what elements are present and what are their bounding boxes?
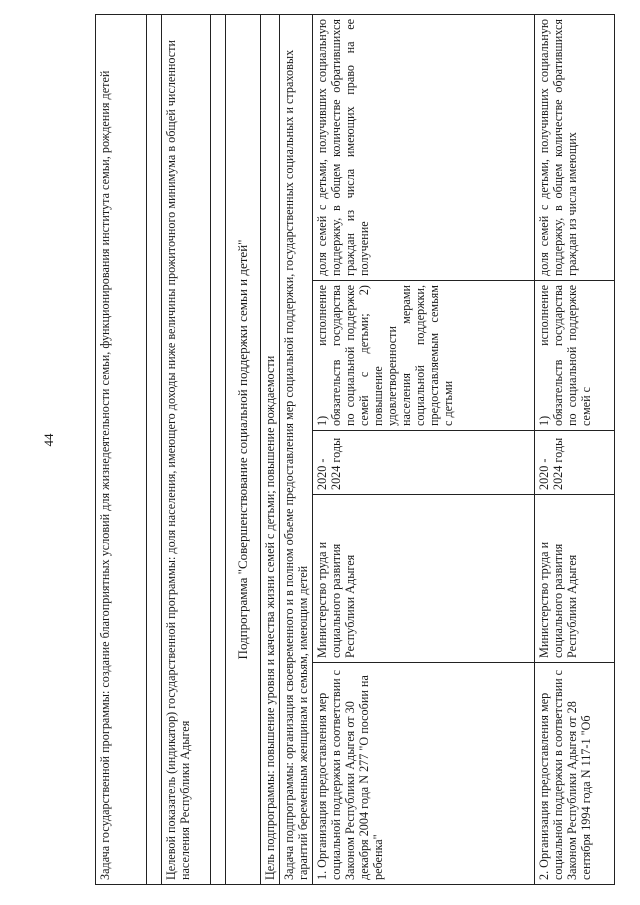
measure-executor: Министерство труда и социального развития Республики Адыгея [535,495,615,663]
spacer [147,14,162,884]
measure-period: 2020 - 2024 годы [535,431,615,495]
spacer [211,14,226,884]
row-subprogram [226,14,261,884]
measure-indicator: доля семей с детьми, получивших социальную поддержку, в общем количестве обратившихся граждан из числа имеющих [535,14,615,280]
subprogram-goal-cell: Цель подпрограммы: повышение уровня и качества жизни семей с детьми; повышение рождаемости [261,14,280,884]
measure-period: 2020 - 2024 годы [313,431,535,495]
measure-name: 1. Организация предоставления мер социальной поддержки в соответствии с Законом Республики Адыгея от 30 декабря 2004 года N 277 "О пособии на ребенка" [313,663,535,885]
table-row [313,14,535,884]
rotated-table-sheet [95,15,617,885]
subprogram-task-cell: Задача подпрограммы: организация своевременного и в полном объеме предоставления мер социальной поддержки, государственных социальных и страховых гарантий беременным женщинам и семьям, имеющим детей [280,14,313,884]
row-target-indicator [162,14,211,884]
measure-result: 1) исполнение обязательств государства по социальной поддержке семей с детьми; 2) повышение удовлетворенности населения мерами социальной поддержки, предоставляемым семьям с детьми [313,281,535,431]
measure-name: 2. Организация предоставления мер социальной поддержки в соответствии с Законом Республики Адыгея от 28 сентября 1994 года N 117-1 "Об [535,663,615,885]
program-measures-table [95,14,615,885]
measure-result: 1) исполнение обязательств государства по социальной поддержке семей с [535,281,615,431]
target-indicator-cell: Целевой показатель (индикатор) государственной программы: доля населения, имеющего доходы ниже величины прожиточного минимума в общей численности населения Республики Адыгея [162,14,211,884]
row-task-gp [96,14,147,884]
row-subprogram-goal [261,14,280,884]
measure-executor: Министерство труда и социального развития Республики Адыгея [313,495,535,663]
measure-indicator: доля семей с детьми, получивших социальную поддержку, в общем количестве обратившихся граждан из числа имеющих право на ее получение [313,14,535,280]
page-number: 44 [41,433,56,447]
row-subprogram-task [280,14,313,884]
subprogram-title: Подпрограмма "Совершенствование социальной поддержки семьи и детей" [226,14,261,884]
table-row [535,14,615,884]
task-gp-cell: Задача государственной программы: создание благоприятных условий для жизнедеятельности семьи, функционирования института семьи, рождения детей [96,14,147,884]
